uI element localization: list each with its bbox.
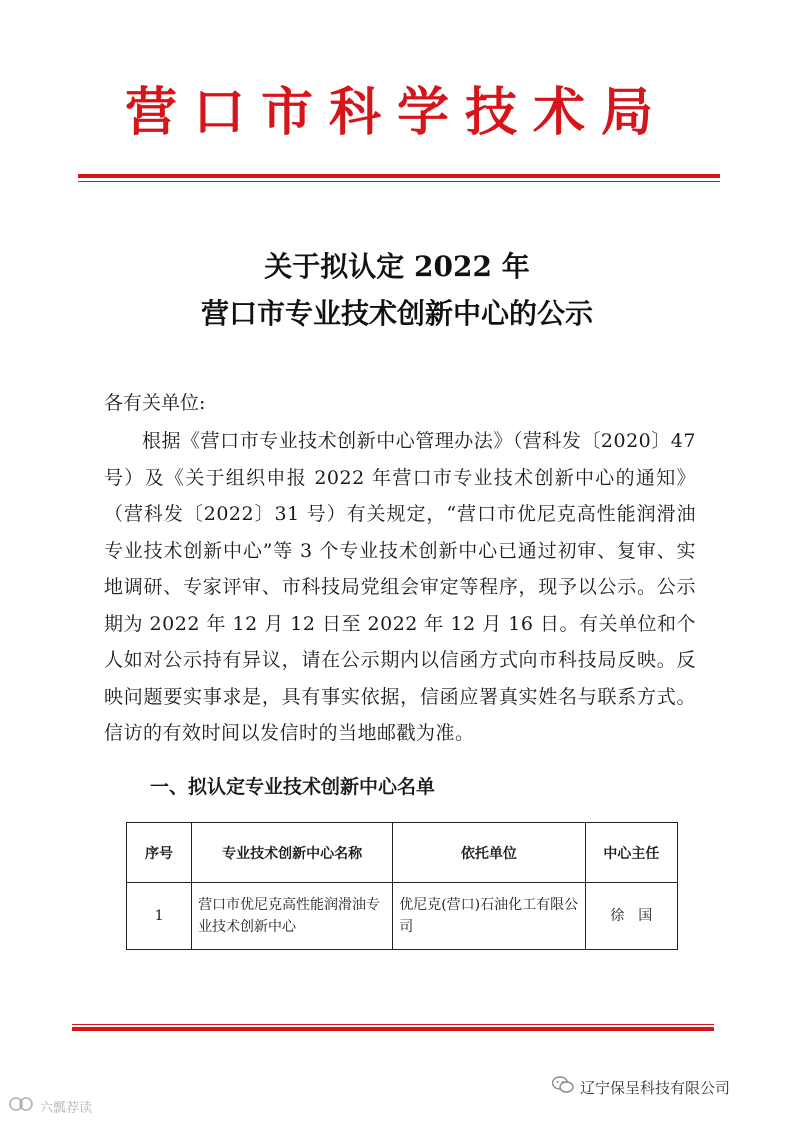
header-rule-thin: [78, 181, 720, 182]
header-no: 序号: [127, 823, 192, 883]
header-director: 中心主任: [585, 823, 677, 883]
footer-rule-thin: [72, 1024, 714, 1025]
cell-center-name: 营口市优尼克高性能润滑油专业技术创新中心: [192, 883, 393, 950]
body-paragraph: 根据《营口市专业技术创新中心管理办法》（营科发〔2020〕47 号）及《关于组织申报 2022 年营口市专业技术创新中心的通知》（营科发〔2022〕31 号）有关规定，“营口市优尼克高性能润滑油专业技术创新中心”等 3 个专业技术创新中心已通过初审、复审、实地调研、专家评审、市科技局党组会审定等程序，现予以公示。公示期为 2022 年 12 月 12 日至 2022 年 12 月 16 日。有关单位和个人如对公示持有异议，请在公示期内以信函方式向市科技局反映。反映问题要实事求是，具有事实依据，信函应署真实姓名与联系方式。信访的有效时间以发信时的当地邮戳为准。: [104, 430, 696, 744]
footer-rule-thick: [72, 1027, 714, 1031]
document-title-line1: 关于拟认定 2022 年: [264, 250, 530, 283]
salutation: 各有关单位:: [104, 392, 206, 414]
watermark-right-text: 辽宁保呈科技有限公司: [580, 1078, 731, 1097]
cell-host-unit: 优尼克(营口)石油化工有限公司: [393, 883, 585, 950]
agency-masthead: 营口市科学技术局: [124, 82, 669, 143]
header-center-name: 专业技术创新中心名称: [192, 823, 393, 883]
innovation-center-table: [126, 822, 678, 950]
watermark-left: [8, 1096, 92, 1116]
watermark-left-text: 六瓢荐读: [40, 1100, 93, 1116]
cell-no: 1: [127, 883, 192, 950]
cell-director: 徐 国: [585, 883, 677, 950]
document-title-line2: 营口市专业技术创新中心的公示: [200, 297, 593, 330]
logo-icon: [8, 1096, 36, 1116]
table-row: [127, 883, 678, 950]
table-header-row: [127, 823, 678, 883]
wechat-icon: [552, 1076, 574, 1098]
watermark-right: [552, 1076, 730, 1098]
header-host-unit: 依托单位: [393, 823, 585, 883]
section-heading: 一、拟认定专业技术创新中心名单: [150, 776, 436, 798]
header-rule-thick: [78, 174, 720, 178]
